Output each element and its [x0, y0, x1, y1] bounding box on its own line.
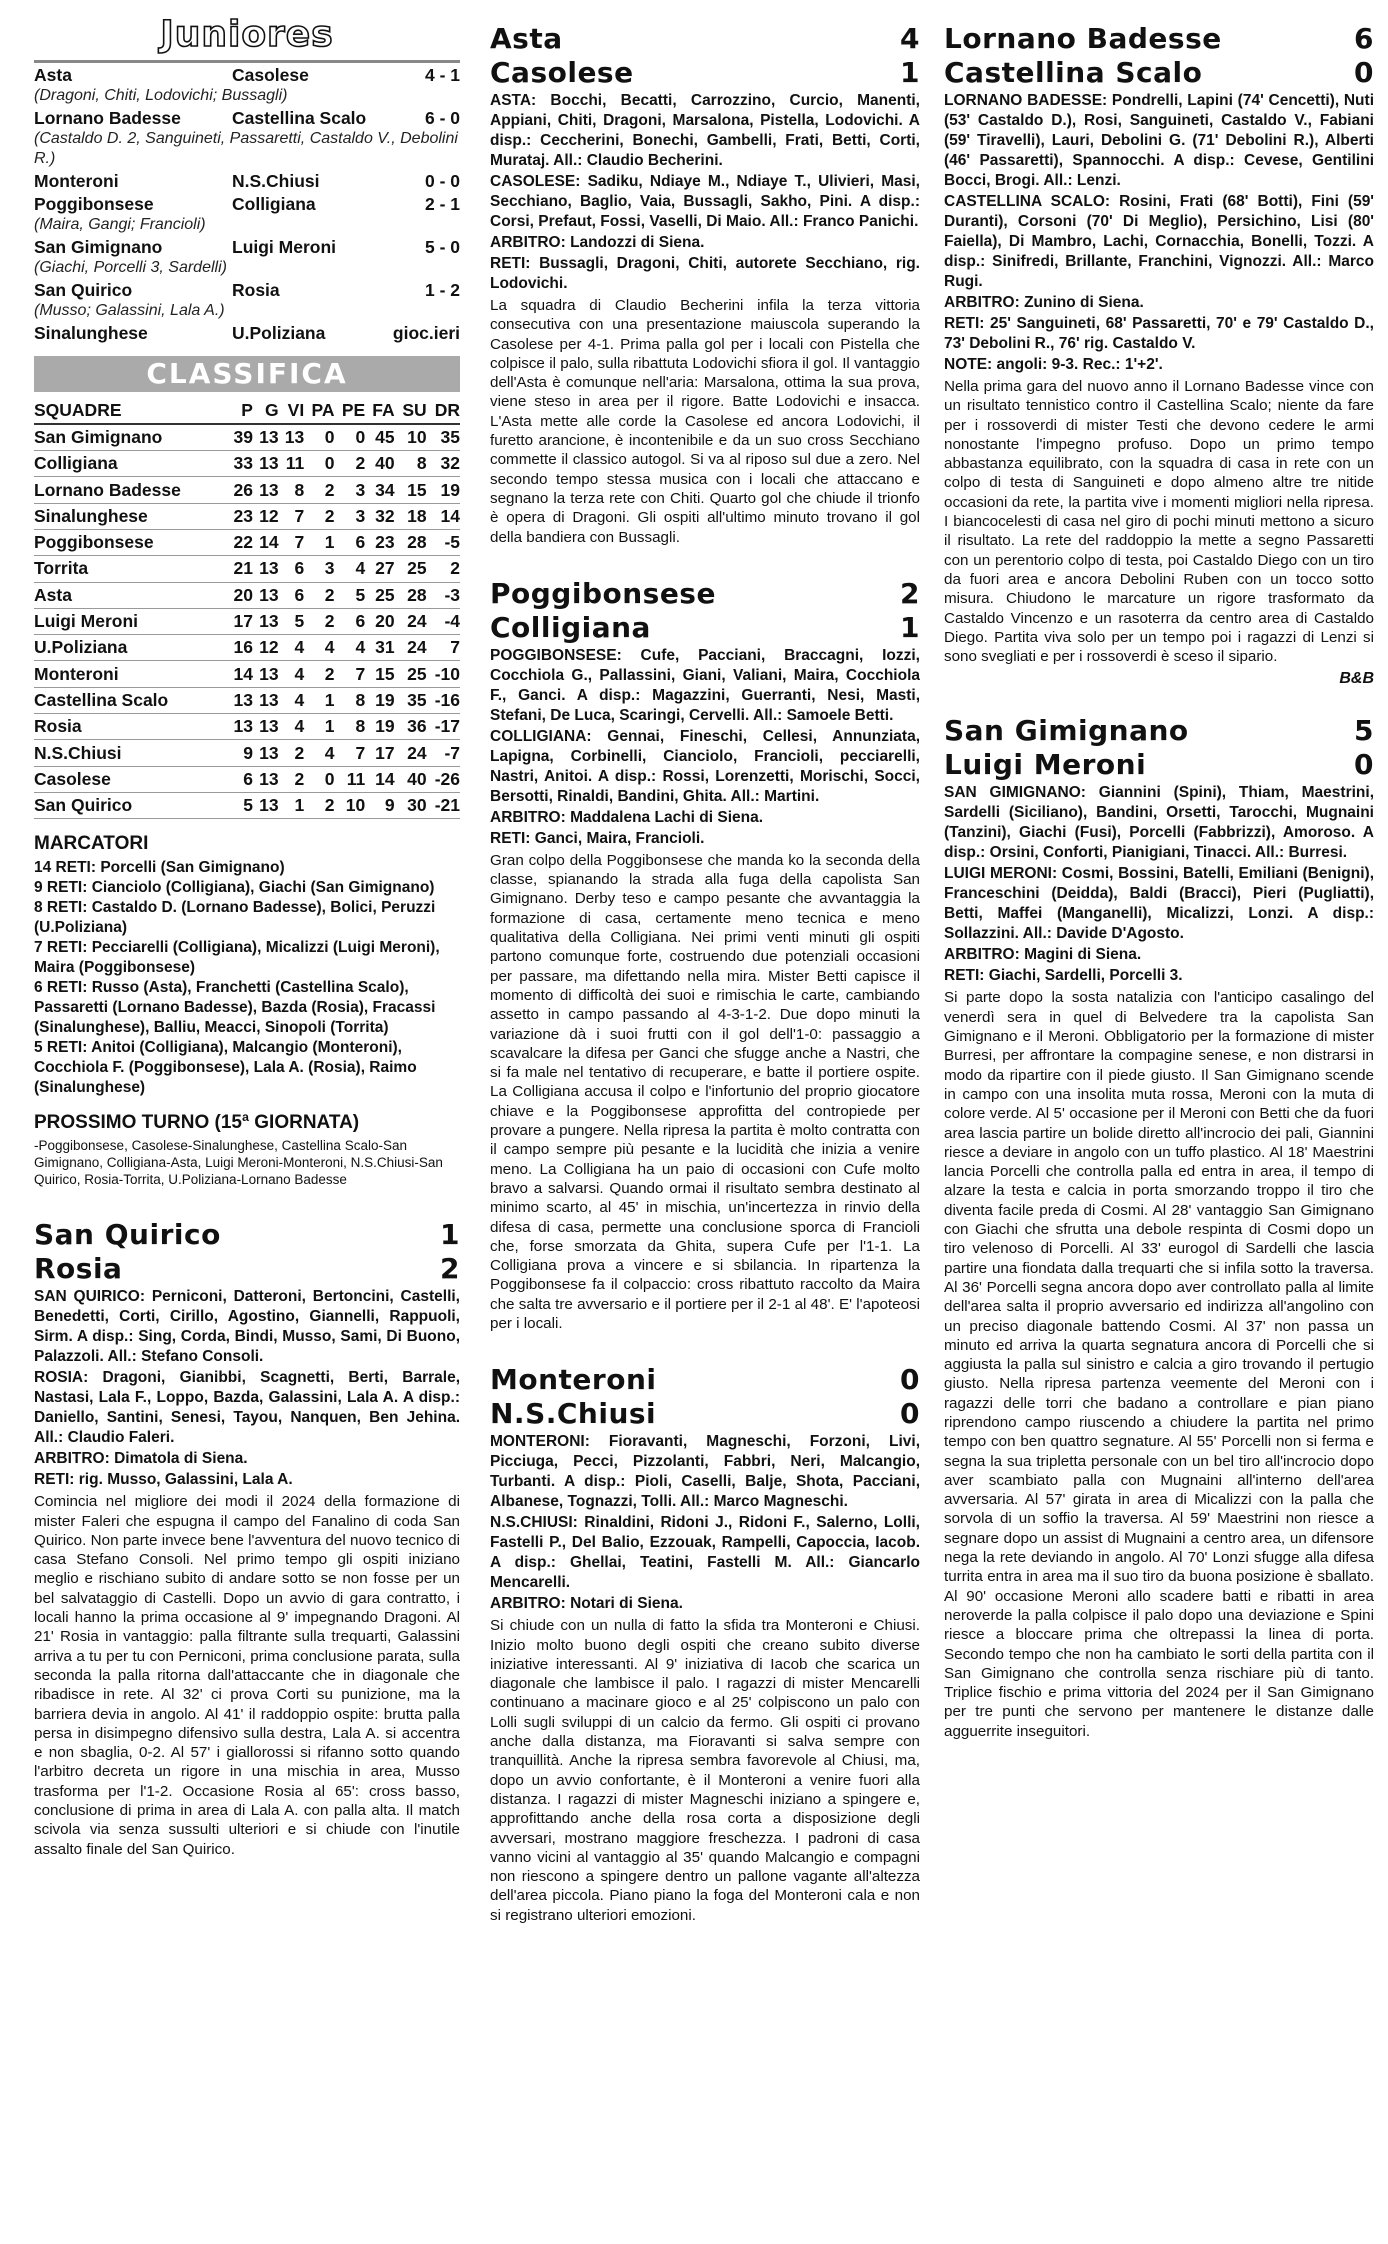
standings-header-cell: P [227, 398, 253, 424]
scorer-line: 14 RETI: Porcelli (San Gimignano) [34, 859, 285, 877]
result-row [34, 65, 460, 86]
standings-cell: 10 [395, 424, 427, 450]
goals: RETI: rig. Musso, Galassini, Lala A. [34, 1471, 293, 1489]
home-score: 5 [1354, 714, 1374, 748]
standings-cell: 13 [279, 424, 305, 450]
notes: NOTE: angoli: 9-3. Rec.: 1'+2'. [944, 356, 1163, 373]
standings-header-cell: DR [427, 398, 460, 424]
standings-cell: 12 [253, 503, 279, 529]
team-name: U.Poliziana [34, 635, 227, 661]
standings-cell: 40 [395, 766, 427, 792]
match-home-row [490, 1363, 920, 1397]
team-name: Asta [34, 582, 227, 608]
standings-cell: 4 [279, 687, 305, 713]
standings-cell: 4 [279, 714, 305, 740]
home-team: Lornano Badesse [944, 22, 1222, 55]
match-report: Si parte dopo la sosta natalizia con l'anticipo casalingo del venerdì sera in quel di Belvedere tra la capolista San Gimignano e il Meroni. Obbligatorio per la formazione di mister Burresi, per affrontare la compagine senese, e non distrarsi in modo da ripartire con il piede giusto. Il San Gimignano scende in campo con una insolita muta rossa, Meroni con la muta di colore verde. Al 5' occasione per il Meroni con Betti che da fuori area lascia partire un bolide diretto all'incrocio dei pali, Giannini riesce a deviare in angolo con un tuffo plastico. Al 18' Maestrini lancia Porcelli che controlla palla ed entra in area, il tempo di alzare la testa e calcia in porta smorzando troppo il tiro che diventa facile preda di Cosmi. Al 28' vantaggio San Gimignano con Giachi che sfrutta una debole respinta di Cosmi dopo un tiro velenoso di Porcelli. Al 33' eurogol di Sardelli che lascia partire una fiondata dalla trequarti che si infila sotto la traversa. Al 36' Porcelli segna ancora dopo aver controllato palla al limite dell'area salta il proprio avversario ed indirizza all'angolino con un preciso diagonale battendo Cosmi. Al 37' non passa un minuto ed arriva la quarta segnatura ancora di Porcelli che si aggiusta la palla sul sinistro e calcia a giro trovando il pertugio giusto. Nella ripresa partenza veemente del Meroni con i ragazzi delle torri che badano a controllare e pian piano riprendono campo riuscendo a chiudere la partita nel primo tempo con ben quattro segnature. Al 55' Porcelli non si ferma e segna la sua tripletta personale con un bel tiro all'incrocio dopo aver scambiato palla con Mugnaini all'interno dell'area avversaria. Al 57' girata in area di Micalizzi con la palla che sorvola di un soffio la traversa. Al 59' Maestrini non riesce a segnare dopo un assist di Mugnaini a centro area, un difensore nega la rete deviando in angolo. Al 70' Lonzi sfugge alla difesa turrita entra in area ma il suo tiro da buona posizione è sballato. Al 90' occasione Meroni allo scadere batti e ribatti in area neroverde la palla colpisce il palo dopo una deviazione e Spini riesce a bloccare prima che oltrepassi la linea di porta. Secondo tempo che non ha cambiato le sorti della partita con il San Gimignano che controlla senza rischiare più di tanto. Triplice fischio e prima vittoria del 2024 per il San Gimignano per tre punti che servono per mantenere le distanze dalle agguerrite inseguitori. [944, 989, 1374, 1740]
standings-cell: 40 [365, 451, 394, 477]
match-poggibonsese-colligiana [490, 577, 920, 1333]
standings-cell: 23 [227, 503, 253, 529]
standings-header-cell: SU [395, 398, 427, 424]
column-left [34, 0, 460, 2244]
result-score: 1 - 2 [424, 280, 460, 300]
standings-cell: 3 [304, 556, 334, 582]
result-home: San Quirico [34, 280, 133, 300]
standings-cell: 7 [279, 529, 305, 555]
standings-cell: 2 [304, 661, 334, 687]
standings-cell: 8 [279, 477, 305, 503]
standings-cell: 1 [279, 792, 305, 818]
standings-header-cell: SQUADRE [34, 398, 227, 424]
standings-cell: 4 [334, 635, 365, 661]
standings-cell: 2 [334, 451, 365, 477]
match-home-row [944, 22, 1374, 56]
standings-cell: 45 [365, 424, 394, 450]
result-row [34, 171, 460, 192]
home-score: 4 [900, 22, 920, 55]
standings-row [34, 661, 460, 687]
home-lineup: LORNANO BADESSE: Pondrelli, Lapini (74' Cencetti), Nuti (53' Castaldo D.), Rosi, Sanguineti, Castaldo V., Fabiani (59' Tiravelli), Lauri, Debolini G. (71' Debolini R.), Alberti (46' Passaretti), Spannocchi. A disp.: Cevese, Gentilini Bocci, Brogi. All.: Lenzi. [944, 92, 1374, 189]
standings-cell: 14 [427, 503, 460, 529]
match-lornano-castellina [944, 22, 1374, 688]
match-away-row [34, 1252, 460, 1286]
match-report: Si chiude con un nulla di fatto la sfida tra Monteroni e Chiusi. Inizio molto buono degli ospiti che creano subito diverse iniziative interessanti. Al 9' iniziativa di Iacob che scarica un diagonale che lambisce il palo. I ragazzi di mister Mencarelli continuano a macinare gioco e al 25' colpiscono un palo con Lolli sugli sviluppi di un calcio da fermo. Gli ospiti ci provano anche dalla distanza, ma Fioravanti si salva sempre con tranquillità. Anche la ripresa sembra favorevole al Chiusi, ma, dopo un avvio confortante, è il Monteroni a venire fuori alla distanza. I ragazzi di mister Magneschi iniziano a spingere e, approfittando anche della rosa corta a disposizione degli avversari, mostrano maggiore freschezza. I padroni di casa vanno vicini al vantaggio al 35' quando Malcangio e compagni non riescono a spingere dentro un pallone vagante all'altezza dell'area piccola. Piano piano la foga del Monteroni cala e non si registrano ulteriori emozioni. [490, 1617, 920, 1924]
standings-cell: -3 [427, 582, 460, 608]
standings-cell: 20 [365, 608, 394, 634]
column-middle [490, 0, 920, 2244]
referee: ARBITRO: Maddalena Lachi di Siena. [490, 808, 764, 826]
standings-row [34, 451, 460, 477]
standings-cell: 28 [395, 582, 427, 608]
standings-cell: 13 [253, 451, 279, 477]
result-row [34, 237, 460, 258]
standings-row [34, 740, 460, 766]
result-row [34, 108, 460, 129]
standings-cell: 0 [304, 424, 334, 450]
away-score: 0 [1354, 748, 1374, 782]
standings-cell: 13 [253, 556, 279, 582]
result-home: Poggibonsese [34, 194, 154, 214]
result-score: 6 - 0 [424, 108, 460, 128]
result-away: Rosia [232, 280, 280, 300]
result-away: Colligiana [232, 194, 316, 214]
standings-cell: 2 [304, 477, 334, 503]
marcatori-title: MARCATORI [34, 833, 149, 855]
standings-row [34, 424, 460, 450]
standings-cell: 0 [304, 451, 334, 477]
standings-cell: 7 [334, 740, 365, 766]
standings-row [34, 608, 460, 634]
standings-cell: 6 [334, 529, 365, 555]
result-scorers: (Giachi, Porcelli 3, Sardelli) [34, 259, 227, 276]
match-report: Comincia nel migliore dei modi il 2024 della formazione di mister Faleri che espugna il campo del Fanalino di coda San Quirico. Non parte invece bene l'avventura del nuovo tecnico di casa Stefano Consoli. Nel primo tempo gli ospiti iniziano meglio e rischiano subito di andare sotto se non fosse per un bel salvataggio di Castelli. Dopo un avvio di gara contratto, i locali hanno la prima occasione al 9' impegnando Dragoni. Al 21' Rosia in vantaggio: palla filtrante sulla trequarti, Galassini arriva a tu per tu con Perniconi, prima conclusione parata, sulla seconda la palla ritorna dall'attaccante che in diagonale che ribadisce in rete. Al 32' ci prova Corti su punizione, ma la barriera devia in angolo. Al 41' il raddoppio ospite: brutta palla persa in disimpegno difensivo sulla destra, Lala A. si accentra e non sbaglia, 0-2. Al 57' i giallorossi si rifanno sotto quando l'arbitro decreta un rigore in una mischia in area, Musso trasforma per l'1-2. Occasione Rosia al 65': cross basso, conclusione di prima in area di Lala A. con palla alta. Il match scivola via senza sussulti ulteriori e si chiude con l'inutile assalto finale del San Quirico. [34, 1493, 460, 1858]
standings-cell: 4 [304, 740, 334, 766]
standings-cell: 0 [304, 766, 334, 792]
result-score: 2 - 1 [424, 194, 460, 214]
column-right [944, 0, 1374, 2244]
author-signature: B&B [1339, 670, 1374, 688]
standings-cell: 9 [365, 792, 394, 818]
standings-cell: 5 [279, 608, 305, 634]
standings-cell: 13 [253, 661, 279, 687]
standings-cell: 6 [334, 608, 365, 634]
standings-cell: 25 [395, 556, 427, 582]
standings-cell: 13 [253, 477, 279, 503]
standings-cell: 16 [227, 635, 253, 661]
standings-cell: 6 [279, 582, 305, 608]
standings-cell: 13 [227, 687, 253, 713]
away-team: Colligiana [490, 610, 651, 644]
standings-cell: 24 [395, 608, 427, 634]
goals: RETI: Giachi, Sardelli, Porcelli 3. [944, 967, 1183, 985]
standings-cell: 14 [253, 529, 279, 555]
standings-cell: 32 [365, 503, 394, 529]
prossimo-turno-title: PROSSIMO TURNO (15ª GIORNATA) [34, 1112, 360, 1134]
standings-cell: 11 [334, 766, 365, 792]
standings-row [34, 529, 460, 555]
result-home: Asta [34, 65, 72, 85]
match-asta-casolese [490, 22, 920, 547]
away-lineup: COLLIGIANA: Gennai, Fineschi, Cellesi, Annunziata, Lapigna, Corbinelli, Cianciolo, Francioli, pecciarelli, Nastri, Anitoi. A disp.: Rossi, Lorenzetti, Morischi, Socci, Bersotti, Rinaldi, Bandini, Ghita. All.: Martini. [490, 727, 920, 805]
standings-header-cell: PA [304, 398, 334, 424]
result-score: 4 - 1 [424, 65, 460, 85]
standings-cell: 4 [304, 635, 334, 661]
standings-cell: 18 [395, 503, 427, 529]
match-home-row [490, 577, 920, 611]
result-away: N.S.Chiusi [232, 171, 320, 191]
result-score: 0 - 0 [424, 171, 460, 191]
standings-cell: 13 [253, 687, 279, 713]
standings-cell: 32 [427, 451, 460, 477]
standings-cell: 10 [334, 792, 365, 818]
match-away-row [944, 748, 1374, 782]
match-away-row [490, 611, 920, 645]
standings-cell: 30 [395, 792, 427, 818]
standings-header-row [34, 398, 460, 424]
away-score: 0 [1354, 56, 1374, 89]
standings-cell: 36 [395, 714, 427, 740]
standings-cell: 1 [304, 714, 334, 740]
standings-cell: 35 [395, 687, 427, 713]
standings-cell: 28 [395, 529, 427, 555]
away-lineup: LUIGI MERONI: Cosmi, Bossini, Batelli, Emiliani (Benigni), Franceschini (Deidda), Baldi (Bracci), Pieri (Pugliatti), Betti, Maffei (Manganelli), Micalizzi, Lonzi. A disp.: Sollazzini. All.: Davide D'Agosto. [944, 865, 1374, 943]
goals: RETI: 25' Sanguineti, 68' Passaretti, 70' e 79' Castaldo D., 73' Debolini R., 76' rig. Castaldo V. [944, 315, 1374, 352]
standings-row [34, 503, 460, 529]
home-score: 0 [900, 1363, 920, 1397]
standings-cell: 17 [227, 608, 253, 634]
match-report: Gran colpo della Poggibonsese che manda ko la seconda della classe, spianando la strada alla fuga della capolista San Gimignano. Derby teso e campo pesante che avvantaggia la formazione di casa, certamente meno tecnica e meno qualitativa della Colligiana. Nei primi venti minuti gli ospiti partono comunque forte, costruendo due potenziali occasioni per passare, ma difettando nella mira. Mister Betti capisce il momento di difficoltà dei suoi e rimischia le carte, cambiando assetto in campo passando al 4-3-1-2. Due dopo minuti la variazione dà i suoi frutti con il gol dell'1-0: passaggio a scavalcare la difesa per Ganci che sfugge anche a Nastri, che si fa male nel tentativo di recuperare, e batte il portiere ospite. La Colligiana accusa il colpo e l'infortunio del proprio giocatore chiave e la Poggibonsese approfitta del contropiede per provare a pungere. Nella ripresa la partita è molto contratta con il campo sempre più pesante e la lucidità che inizia a venire meno. La Colligiana ha un paio di occasioni con Cufe molto bravo a salvarsi. Quando ormai il risultato sembra destinato al minimo scarto, al 45' in mischia, un'incertezza in rinvio della difesa di casa, permette una conclusione sporca di Francioli che, forse smorzata da Ghita, supera Cufe per l'1-1. La Colligiana prova a vincere e si sbilancia. In ripartenza la Poggibonsese fa il colpaccio: cross ribattuto raccolto da Maira che salta tre avversario e il portiere per il 2-1 al 48'. E' l'apoteosi per i locali. [490, 851, 920, 1332]
standings-cell: 13 [253, 608, 279, 634]
away-score: 0 [900, 1397, 920, 1431]
referee: ARBITRO: Dimatola di Siena. [34, 1450, 248, 1468]
team-name: Sinalunghese [34, 503, 227, 529]
standings-cell: 2 [304, 792, 334, 818]
goals: RETI: Ganci, Maira, Francioli. [490, 829, 705, 847]
result-row [34, 323, 460, 344]
standings-cell: 11 [279, 451, 305, 477]
standings-cell: 14 [365, 766, 394, 792]
result-away: Castellina Scalo [232, 108, 367, 128]
standings-cell: 31 [365, 635, 394, 661]
standings-cell: 0 [334, 424, 365, 450]
standings-cell: 19 [365, 687, 394, 713]
standings-cell: 34 [365, 477, 394, 503]
standings-cell: 2 [427, 556, 460, 582]
scorer-line: 7 RETI: Pecciarelli (Colligiana), Micalizzi (Luigi Meroni), Maira (Poggibonsese) [34, 939, 440, 977]
result-scorers: (Maira, Gangi; Francioli) [34, 216, 206, 233]
home-team: Asta [490, 22, 563, 55]
home-lineup: SAN QUIRICO: Perniconi, Datteroni, Bertoncini, Castelli, Benedetti, Corti, Cirillo, Agostino, Giannelli, Rappuoli, Sirm. A disp.: Sing, Corda, Bindi, Musso, Sami, Di Buono, Palazzoli. All.: Stefano Consoli. [34, 1288, 460, 1366]
prossimo-turno-text: -Poggibonsese, Casolese-Sinalunghese, Castellina Scalo-San Gimignano, Colligiana-Asta, Luigi Meroni-Monteroni, N.S.Chiusi-San Quirico, Rosia-Torrita, U.Poliziana-Lornano Badesse [34, 1138, 443, 1188]
match-away-row [944, 56, 1374, 90]
team-name: San Quirico [34, 792, 227, 818]
standings-cell: 1 [304, 687, 334, 713]
standings-cell: 2 [304, 582, 334, 608]
team-name: N.S.Chiusi [34, 740, 227, 766]
standings-cell: 3 [334, 477, 365, 503]
team-name: Monteroni [34, 661, 227, 687]
result-score: gioc.ieri [392, 323, 460, 343]
team-name: Rosia [34, 714, 227, 740]
referee: ARBITRO: Zunino di Siena. [944, 294, 1144, 311]
result-score: 5 - 0 [424, 237, 460, 257]
standings-table [34, 398, 460, 819]
scorer-line: 6 RETI: Russo (Asta), Franchetti (Castellina Scalo), Passaretti (Lornano Badesse), Bazda (Rosia), Fracassi (Sinalunghese), Balliu, Meacci, Sinopoli (Torrita) [34, 979, 436, 1037]
standings-cell: 12 [253, 635, 279, 661]
standings-cell: 39 [227, 424, 253, 450]
standings-row [34, 687, 460, 713]
standings-cell: 2 [279, 740, 305, 766]
away-team: Castellina Scalo [944, 56, 1203, 89]
result-away: Luigi Meroni [232, 237, 337, 257]
home-lineup: ASTA: Bocchi, Becatti, Carrozzino, Curcio, Manenti, Appiani, Chiti, Dragoni, Marsalona, Pistella, Lodovichi. A disp.: Ceccherini, Bonechi, Gambelli, Frati, Betti, Corti, Murataj. All.: Claudio Becherini. [490, 92, 920, 169]
away-team: Luigi Meroni [944, 748, 1147, 782]
home-score: 1 [440, 1218, 460, 1252]
team-name: Luigi Meroni [34, 608, 227, 634]
standings-cell: 7 [334, 661, 365, 687]
standings-cell: 13 [253, 582, 279, 608]
standings-header-cell: FA [365, 398, 394, 424]
standings-cell: 27 [365, 556, 394, 582]
home-team: Monteroni [490, 1363, 657, 1397]
standings-cell: 7 [427, 635, 460, 661]
standings-row [34, 766, 460, 792]
match-away-row [490, 1397, 920, 1431]
team-name: Casolese [34, 766, 227, 792]
standings-cell: 19 [427, 477, 460, 503]
team-name: San Gimignano [34, 424, 227, 450]
standings-cell: 13 [227, 714, 253, 740]
team-name: Torrita [34, 556, 227, 582]
standings-cell: -5 [427, 529, 460, 555]
standings-header-cell: G [253, 398, 279, 424]
goals: RETI: Bussagli, Dragoni, Chiti, autorete Secchiano, rig. Lodovichi. [490, 255, 920, 292]
standings-cell: 13 [253, 714, 279, 740]
standings-cell: -26 [427, 766, 460, 792]
standings-cell: 24 [395, 635, 427, 661]
referee: ARBITRO: Notari di Siena. [490, 1595, 683, 1613]
match-home-row [490, 22, 920, 56]
away-score: 1 [900, 610, 920, 644]
standings-cell: 15 [365, 661, 394, 687]
team-name: Castellina Scalo [34, 687, 227, 713]
result-home: Sinalunghese [34, 323, 148, 343]
home-team: Poggibonsese [490, 576, 716, 610]
standings-row [34, 714, 460, 740]
standings-cell: 23 [365, 529, 394, 555]
standings-cell: 24 [395, 740, 427, 766]
standings-cell: 13 [253, 766, 279, 792]
juniores-title: Juniores [160, 14, 334, 55]
away-lineup: N.S.CHIUSI: Rinaldini, Ridoni J., Ridoni F., Salerno, Lolli, Fastelli P., Del Balio, Ezzouak, Rampelli, Capoccia, Iacob. A disp.: Ghellai, Teatini, Fastelli M. All.: Giancarlo Mencarelli. [490, 1514, 920, 1592]
away-lineup: ROSIA: Dragoni, Gianibbi, Scagnetti, Berti, Barrale, Nastasi, Lala F., Loppo, Bazda, Galassini, Lala A. A disp.: Daniello, Santini, Senesi, Tayou, Nanquen, Ben Jehina. All.: Claudio Faleri. [34, 1369, 460, 1447]
standings-cell: -16 [427, 687, 460, 713]
standings-cell: 7 [279, 503, 305, 529]
standings-cell: 21 [227, 556, 253, 582]
standings-cell: 33 [227, 451, 253, 477]
result-away: U.Poliziana [232, 323, 326, 343]
team-name: Poggibonsese [34, 529, 227, 555]
standings-cell: 8 [334, 687, 365, 713]
home-lineup: MONTERONI: Fioravanti, Magneschi, Forzoni, Livi, Picciuga, Pecci, Pizzolanti, Fabbri, Neri, Malcangio, Turbanti. A disp.: Pioli, Caselli, Balje, Shota, Pacciani, Albanese, Tognazzi, Tolli. All.: Marco Magneschi. [490, 1433, 920, 1511]
result-home: Lornano Badesse [34, 108, 181, 128]
standings-cell: 14 [227, 661, 253, 687]
scorer-line: 5 RETI: Anitoi (Colligiana), Malcangio (Monteroni), Cocchiola F. (Poggibonsese), Lala A. (Rosia), Raimo (Sinalunghese) [34, 1039, 417, 1097]
referee: ARBITRO: Magini di Siena. [944, 946, 1142, 964]
result-scorers: (Castaldo D. 2, Sanguineti, Passaretti, Castaldo V., Debolini R.) [34, 130, 458, 167]
team-name: Lornano Badesse [34, 477, 227, 503]
standings-cell: 2 [304, 608, 334, 634]
standings-row [34, 556, 460, 582]
standings-cell: 8 [334, 714, 365, 740]
standings-cell: -10 [427, 661, 460, 687]
standings-cell: 8 [395, 451, 427, 477]
away-team: Rosia [34, 1252, 123, 1286]
scorer-line: 8 RETI: Castaldo D. (Lornano Badesse), Bolici, Peruzzi (U.Poliziana) [34, 899, 436, 937]
divider [34, 60, 460, 63]
standings-cell: 35 [427, 424, 460, 450]
home-score: 2 [900, 576, 920, 610]
home-lineup: SAN GIMIGNANO: Giannini (Spini), Thiam, Maestrini, Sardelli (Siciliano), Bandini, Orsetti, Tarocchi, Mugnaini (Tanzini), Giachi (Fusi), Porcelli (Fabbrizzi), Amoroso. A disp.: Orsini, Conforti, Pianigiani, Tinacci. All.: Burresi. [944, 784, 1374, 862]
standings-cell: 2 [304, 503, 334, 529]
match-home-row [944, 714, 1374, 748]
match-sangimignano-meroni [944, 714, 1374, 1741]
standings-cell: 13 [253, 792, 279, 818]
standings-cell: 6 [279, 556, 305, 582]
standings-cell: 20 [227, 582, 253, 608]
classifica-title: CLASSIFICA [34, 356, 460, 392]
standings-cell: -21 [427, 792, 460, 818]
standings-cell: 6 [227, 766, 253, 792]
team-name: Colligiana [34, 451, 227, 477]
standings-row [34, 477, 460, 503]
standings-cell: 13 [253, 424, 279, 450]
standings-cell: -7 [427, 740, 460, 766]
standings-cell: 25 [365, 582, 394, 608]
standings-cell: 26 [227, 477, 253, 503]
scorer-line: 9 RETI: Cianciolo (Colligiana), Giachi (San Gimignano) [34, 879, 435, 897]
standings-cell: 17 [365, 740, 394, 766]
match-report: Nella prima gara del nuovo anno il Lornano Badesse vince con un risultato tennistico contro il Castellina Scalo; niente da fare per i rossoverdi di mister Testi che devono cedere le armi nonostante l'impegno profuso. Dopo un primo tempo abbastanza equilibrato, con la squadra di casa in rete con un colpo di testa di Sanguineti e dopo almeno altre tre nitide occasioni da rete, la partita vive i momenti migliori nella ripresa. I biancocelesti di casa nel giro di pochi minuti mettono a sicuro il risultato. La rete del raddoppio la mette a segno Passaretti con un perentorio colpo di testa, poi Castaldo Diego con un tiro da fuori area e ancora Debolini Ruben con un tocco sotto misura. Chiudono le marcature un rigore trasformato da Castaldo Vincenzo e un rasoterra da centro area di Castaldo Diego. Partita viva solo per un tempo poi i ragazzi di Lenzi si sono svegliati e per i rossoverdi è sceso il sipario. [944, 378, 1374, 666]
standings-cell: 2 [279, 766, 305, 792]
match-away-row [490, 56, 920, 90]
away-lineup: CASTELLINA SCALO: Rosini, Frati (68' Botti), Fini (59' Duranti), Corsoni (70' Di Meglio), Persichino, Lisi (80' Faiella), Di Mambro, Lachi, Cornacchia, Bonelli, Tozzi. A disp.: Sinifredi, Brillante, Franchini, Vignozzi. All.: Marco Rugi. [944, 193, 1374, 290]
standings-cell: 9 [227, 740, 253, 766]
away-score: 2 [440, 1252, 460, 1286]
standings-cell: 4 [279, 635, 305, 661]
standings-cell: 3 [334, 503, 365, 529]
results-list [34, 65, 460, 344]
standings-cell: 13 [253, 740, 279, 766]
standings-cell: 25 [395, 661, 427, 687]
match-home-row [34, 1218, 460, 1252]
standings-cell: 15 [395, 477, 427, 503]
standings-cell: -17 [427, 714, 460, 740]
standings-cell: -4 [427, 608, 460, 634]
home-team: San Gimignano [944, 714, 1189, 748]
result-row [34, 194, 460, 215]
match-report: La squadra di Claudio Becherini infila la terza vittoria consecutiva con una presentazione maiuscola superando la Casolese per 4-1. Prima palla gol per i locali con Pistella che colpisce il palo, sulla ribattuta Lodovichi sfiora il gol. Il vantaggio dell'Asta è comunque nell'aria: Marsalona, ottima la sua prova, viene steso in area per il rigore. Batte Lodovichi e insacca. L'Asta mette alle corde la Casolese ed ancora Lodovichi, il furetto arancione, è incontenibile e da un suo cross Secchiano commette il classico autogol. Si va al riposo sul due a zero. Nel secondo tempo stessa musica con i locali che attaccano e segnano la terza rete con Chiti. Quarto gol che chiude il trionfo è opera di Dragoni. Gli ospiti all'ultimo minuto trovano il gol della bandiera con Bussagli. [490, 297, 920, 546]
standings-cell: 1 [304, 529, 334, 555]
result-away: Casolese [232, 65, 309, 85]
standings-cell: 5 [227, 792, 253, 818]
result-row [34, 280, 460, 301]
away-team: N.S.Chiusi [490, 1397, 657, 1431]
home-team: San Quirico [34, 1218, 221, 1252]
marcatori-list [34, 858, 460, 1098]
away-lineup: CASOLESE: Sadiku, Ndiaye M., Ndiaye T., Ulivieri, Masi, Secchiano, Baglio, Vaia, Bussagli, Sakho, Pini. A disp.: Corsi, Prefaut, Fossi, Vaselli, Di Maio. All.: Franco Panichi. [490, 173, 920, 230]
home-score: 6 [1354, 22, 1374, 55]
standings-cell: 4 [279, 661, 305, 687]
result-scorers: (Dragoni, Chiti, Lodovichi; Bussagli) [34, 87, 288, 104]
result-scorers: (Musso; Galassini, Lala A.) [34, 302, 225, 319]
match-san-quirico-rosia [34, 1218, 460, 1859]
match-monteroni-chiusi [490, 1363, 920, 1925]
result-home: Monteroni [34, 171, 119, 191]
standings-cell: 22 [227, 529, 253, 555]
standings-header-cell: PE [334, 398, 365, 424]
standings-row [34, 582, 460, 608]
away-score: 1 [900, 56, 920, 89]
standings-row [34, 792, 460, 818]
standings-header-cell: VI [279, 398, 305, 424]
away-team: Casolese [490, 56, 634, 89]
home-lineup: POGGIBONSESE: Cufe, Pacciani, Braccagni, Iozzi, Cocchiola G., Pallassini, Giani, Valiani, Maira, Cocchiola F., Ganci. A disp.: Magazzini, Guerranti, Nesi, Masti, Stefani, De Luca, Scaringi, Cervelli. All.: Samoele Betti. [490, 646, 920, 724]
standings-cell: 19 [365, 714, 394, 740]
standings-row [34, 635, 460, 661]
standings-cell: 5 [334, 582, 365, 608]
referee: ARBITRO: Landozzi di Siena. [490, 234, 705, 251]
standings-cell: 4 [334, 556, 365, 582]
result-home: San Gimignano [34, 237, 163, 257]
